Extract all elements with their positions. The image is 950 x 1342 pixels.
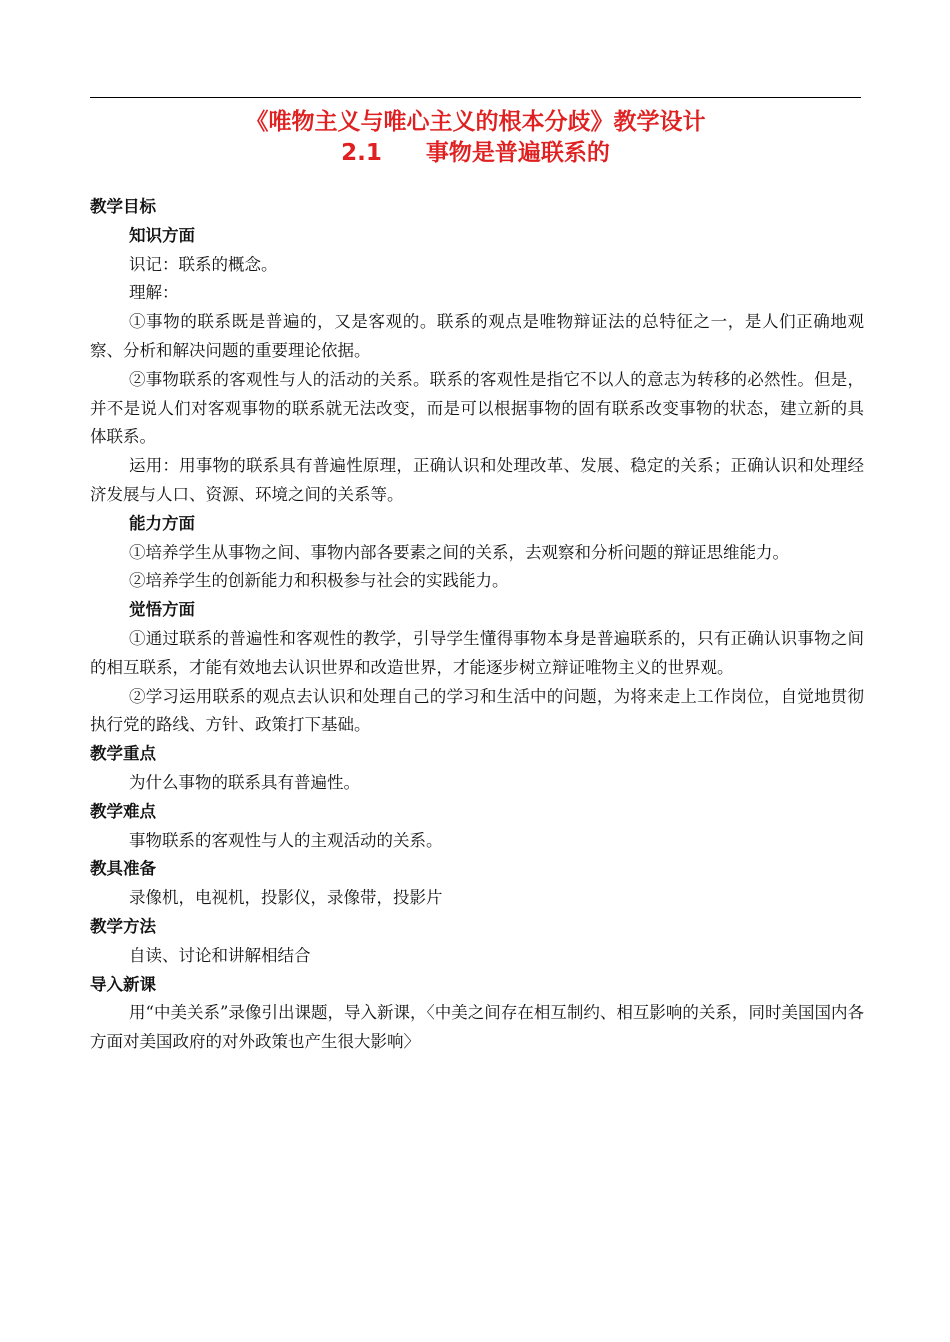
method-heading: 教学方法 [90,916,156,936]
intro-heading: 导入新课 [90,974,156,994]
knowledge-understand-1: ①事物的联系既是普遍的，又是客观的。联系的观点是唯物辩证法的总特征之一，是人们正确地观察、分析和解决问题的重要理论依据。 [90,312,864,360]
difficulty-text: 事物联系的客观性与人的主观活动的关系。 [129,830,443,850]
tools-heading: 教具准备 [90,859,156,879]
section-title-text: 事物是普遍联系的 [425,140,610,166]
section-title [90,138,861,168]
ability-2: ②培养学生的创新能力和积极参与社会的实践能力。 [129,571,509,591]
tools-text: 录像机，电视机，投影仪，录像带，投影片 [129,888,443,908]
ability-1: ①培养学生从事物之间、事物内部各要素之间的关系，去观察和分析问题的辩证思维能力。 [129,542,789,562]
knowledge-understand-2: ②事物联系的客观性与人的活动的关系。联系的客观性是指它不以人的意志为转移的必然性。但是，并不是说人们对客观事物的联系就无法改变，而是可以根据事物的固有联系改变事物的状态，建立新的具体联系。 [90,369,864,447]
key-point-heading: 教学重点 [90,744,156,764]
knowledge-recall: 识记：联系的概念。 [129,254,278,274]
section-number: 2.1 [341,140,382,166]
method-text: 自读、讨论和讲解相结合 [129,945,311,965]
ability-heading: 能力方面 [129,513,195,533]
knowledge-understand-label: 理解： [129,283,179,303]
difficulty-heading: 教学难点 [90,801,156,821]
knowledge-heading: 知识方面 [129,225,195,245]
goals-heading: 教学目标 [90,197,156,216]
knowledge-apply: 运用：用事物的联系具有普遍性原理，正确认识和处理改革、发展、稳定的关系；正确认识和处理经济发展与人口、资源、环境之间的关系等。 [90,456,864,504]
intro-text: 用“中美关系”录像引出课题，导入新课，〈中美之间存在相互制约、相互影响的关系，同时美国国内各方面对美国政府的对外政策也产生很大影响〉 [90,1003,864,1052]
awareness-2: ②学习运用联系的观点去认识和处理自己的学习和生活中的问题，为将来走上工作岗位，自觉地贯彻执行党的路线、方针、政策打下基础。 [90,686,864,735]
header-rule [90,97,861,98]
awareness-1: ①通过联系的普遍性和客观性的教学，引导学生懂得事物本身是普遍联系的，只有正确认识事物之间的相互联系，才能有效地去认识世界和改造世界，才能逐步树立辩证唯物主义的世界观。 [90,628,864,677]
document-title: 《唯物主义与唯心主义的根本分歧》教学设计 [245,109,706,135]
key-point-text: 为什么事物的联系具有普遍性。 [129,772,360,792]
document-body [90,193,864,1057]
awareness-heading: 觉悟方面 [129,600,195,620]
